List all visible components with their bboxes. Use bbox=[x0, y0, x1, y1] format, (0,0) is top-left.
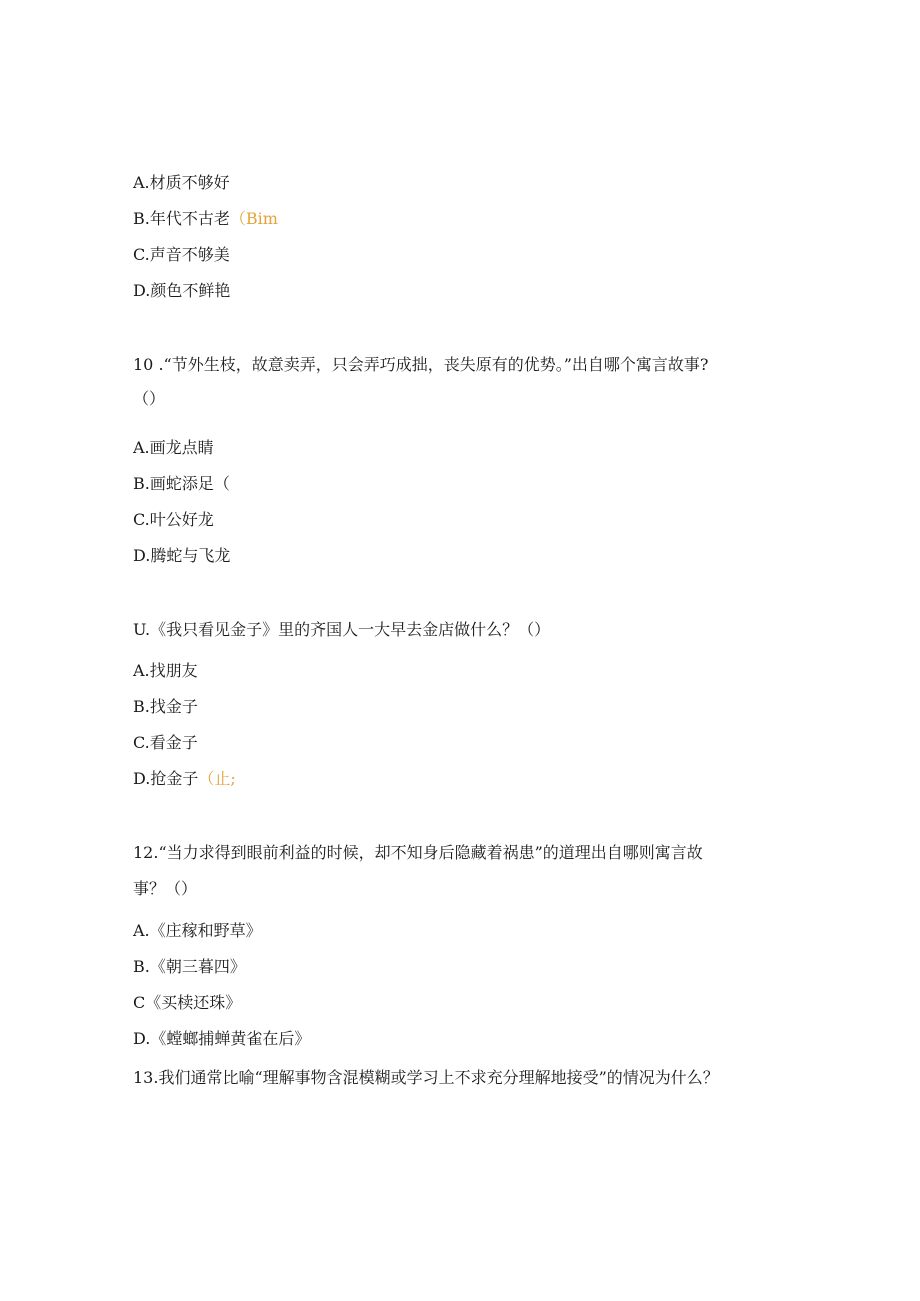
q9-option-b bbox=[133, 209, 278, 229]
q12-option-c: C《买椟还珠》 bbox=[133, 993, 242, 1012]
q9-option-d: D.颜色不鲜艳 bbox=[133, 281, 231, 300]
q11-option-a: A.找朋友 bbox=[133, 661, 198, 680]
q11-question: U.《我只看见金子》里的齐国人一大早去金店做什么？（） bbox=[133, 620, 551, 639]
q11-option-d-text: D.抢金子 bbox=[133, 769, 199, 788]
q12-question-line1: 12.“当力求得到眼前利益的时候，却不知身后隐藏着祸患”的道理出自哪则寓言故 bbox=[133, 843, 703, 862]
q9-option-b-text: B.年代不古老 bbox=[133, 209, 230, 228]
q11-option-d bbox=[133, 769, 236, 789]
q12-option-a: A.《庄稼和野草》 bbox=[133, 921, 262, 940]
q9-option-a: A.材质不够好 bbox=[133, 173, 230, 192]
q11-option-c: C.看金子 bbox=[133, 733, 198, 752]
q10-option-d: D.腾蛇与飞龙 bbox=[133, 546, 231, 565]
q10-option-a: A.画龙点睛 bbox=[133, 438, 214, 457]
q12-option-d: D.《螳螂捕蝉黄雀在后》 bbox=[133, 1029, 311, 1048]
q12-option-b: B.《朝三暮四》 bbox=[133, 957, 246, 976]
q11-option-b: B.找金子 bbox=[133, 697, 198, 716]
q9-option-c: C.声音不够美 bbox=[133, 245, 230, 264]
q9-answer-mark: （Bim bbox=[229, 209, 278, 228]
q10-question-line1: 10 .“节外生枝，故意卖弄，只会弄巧成拙，丧失原有的优势。”出自哪个寓言故事? bbox=[133, 355, 709, 374]
q10-question-line2: （） bbox=[133, 389, 166, 408]
q11-answer-mark: （止; bbox=[198, 769, 236, 788]
q10-option-b: B.画蛇添足（ bbox=[133, 474, 230, 493]
q10-option-c: C.叶公好龙 bbox=[133, 510, 214, 529]
q13-question: 13.我们通常比喻“理解事物含混模糊或学习上不求充分理解地接受”的情况为什么？ bbox=[133, 1068, 719, 1087]
q12-question-line2: 事？（） bbox=[133, 879, 198, 898]
